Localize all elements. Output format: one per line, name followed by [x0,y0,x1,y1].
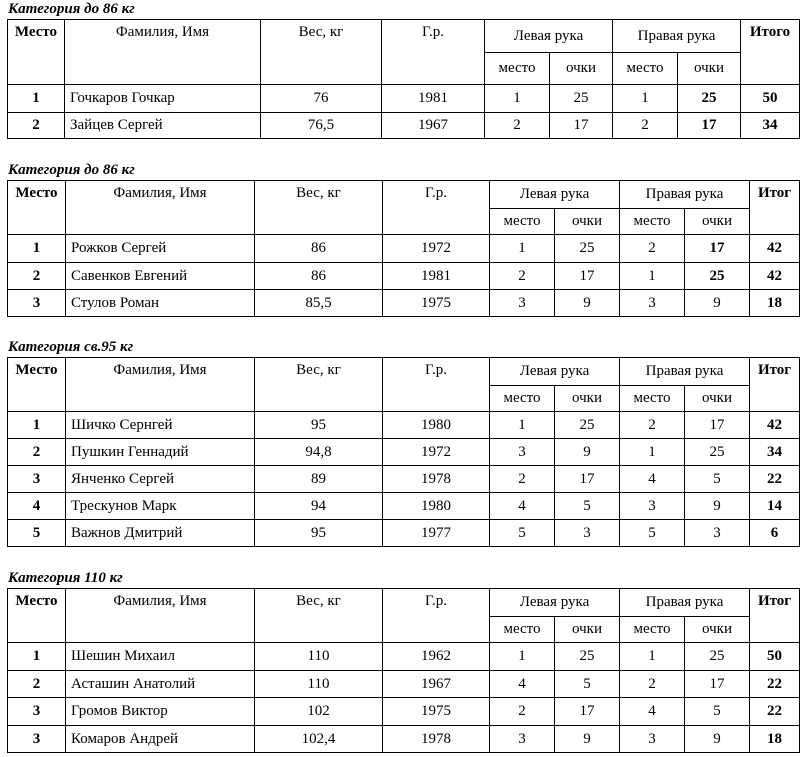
cell-right-place: 3 [620,290,685,317]
cell-name: Шичко Сернгей [66,412,255,439]
cell-right-place: 1 [613,85,678,113]
cell-weight: 102,4 [255,726,383,753]
table-row [8,113,800,139]
header-year: Г.р. [382,20,485,85]
header-left-hand: Левая рука [485,20,613,53]
cell-year: 1975 [383,698,490,726]
header-left-place: место [490,617,555,643]
cell-year: 1962 [383,643,490,671]
cell-right-place: 2 [613,113,678,139]
cell-right-points: 17 [685,671,750,698]
header-place: Место [8,358,66,412]
header-right-points: очки [678,53,741,85]
cell-right-points: 9 [685,290,750,317]
cell-right-points: 25 [685,439,750,466]
cell-place: 4 [8,493,66,520]
header-total: Итог [750,358,800,412]
cell-place: 2 [8,439,66,466]
header-total: Итог [750,589,800,643]
cell-year: 1972 [383,235,490,263]
cell-left-points: 17 [555,698,620,726]
table-row [8,698,800,726]
category-title: Категория 110 кг [8,570,123,586]
cell-place: 3 [8,698,66,726]
header-left-points: очки [555,386,620,412]
header-left-place: место [490,209,555,235]
cell-right-place: 5 [620,520,685,547]
cell-right-points: 17 [685,235,750,263]
cell-total: 42 [750,235,800,263]
header-right-place: место [620,617,685,643]
cell-right-points: 9 [685,493,750,520]
cell-year: 1967 [382,113,485,139]
cell-weight: 85,5 [255,290,383,317]
cell-year: 1967 [383,671,490,698]
cell-year: 1975 [383,290,490,317]
table-row [8,439,800,466]
cell-right-points: 17 [685,412,750,439]
cell-left-points: 25 [555,643,620,671]
cell-left-place: 3 [490,290,555,317]
header-left-points: очки [555,209,620,235]
table-row [8,85,800,113]
results-table [7,180,800,317]
cell-total: 42 [750,263,800,290]
table-row [8,263,800,290]
cell-right-place: 2 [620,412,685,439]
cell-weight: 86 [255,235,383,263]
header-place: Место [8,589,66,643]
cell-right-place: 1 [620,263,685,290]
cell-place: 1 [8,643,66,671]
cell-right-points: 25 [678,85,741,113]
header-year: Г.р. [383,181,490,235]
cell-left-points: 5 [555,493,620,520]
cell-right-place: 1 [620,439,685,466]
cell-left-place: 1 [490,643,555,671]
cell-left-place: 1 [485,85,550,113]
cell-left-points: 9 [555,439,620,466]
results-table [7,19,800,139]
cell-name: Пушкин Геннадий [66,439,255,466]
cell-left-points: 9 [555,290,620,317]
cell-name: Стулов Роман [66,290,255,317]
cell-right-points: 17 [678,113,741,139]
cell-name: Зайцев Сергей [65,113,261,139]
cell-left-place: 1 [490,235,555,263]
header-place: Место [8,20,65,85]
header-left-hand: Левая рука [490,358,620,386]
cell-name: Шешин Михаил [66,643,255,671]
cell-left-points: 17 [555,263,620,290]
cell-left-points: 9 [555,726,620,753]
cell-left-points: 3 [555,520,620,547]
header-name: Фамилия, Имя [66,358,255,412]
table-row [8,726,800,753]
table-row [8,466,800,493]
cell-weight: 94 [255,493,383,520]
cell-weight: 110 [255,643,383,671]
cell-weight: 95 [255,412,383,439]
category-title: Категория до 86 кг [8,162,135,178]
cell-name: Громов Виктор [66,698,255,726]
cell-left-place: 3 [490,439,555,466]
cell-left-points: 17 [555,466,620,493]
cell-year: 1981 [383,263,490,290]
cell-left-points: 25 [555,235,620,263]
cell-place: 3 [8,466,66,493]
cell-weight: 76 [261,85,382,113]
cell-weight: 86 [255,263,383,290]
header-weight: Вес, кг [255,358,383,412]
header-right-points: очки [685,209,750,235]
cell-total: 22 [750,466,800,493]
header-year: Г.р. [383,358,490,412]
header-right-hand: Правая рука [620,358,750,386]
header-right-points: очки [685,617,750,643]
header-left-hand: Левая рука [490,589,620,617]
cell-place: 3 [8,290,66,317]
cell-weight: 94,8 [255,439,383,466]
header-name: Фамилия, Имя [65,20,261,85]
cell-right-place: 3 [620,493,685,520]
cell-right-place: 2 [620,235,685,263]
cell-right-place: 2 [620,671,685,698]
cell-left-place: 4 [490,671,555,698]
cell-right-place: 4 [620,698,685,726]
cell-left-place: 2 [490,263,555,290]
cell-left-place: 4 [490,493,555,520]
header-weight: Вес, кг [261,20,382,85]
cell-left-place: 2 [490,698,555,726]
cell-name: Гочкаров Гочкар [65,85,261,113]
cell-left-place: 2 [490,466,555,493]
cell-total: 50 [750,643,800,671]
cell-place: 2 [8,113,65,139]
cell-name: Савенков Евгений [66,263,255,290]
header-right-place: место [620,209,685,235]
cell-total: 14 [750,493,800,520]
header-left-place: место [490,386,555,412]
header-total: Итого [741,20,800,85]
cell-name: Рожков Сергей [66,235,255,263]
cell-right-place: 3 [620,726,685,753]
cell-name: Асташин Анатолий [66,671,255,698]
cell-name: Трескунов Марк [66,493,255,520]
cell-right-place: 4 [620,466,685,493]
cell-place: 2 [8,671,66,698]
cell-place: 2 [8,263,66,290]
cell-total: 18 [750,290,800,317]
cell-year: 1980 [383,412,490,439]
cell-right-points: 25 [685,643,750,671]
cell-name: Янченко Сергей [66,466,255,493]
cell-place: 5 [8,520,66,547]
results-table [7,357,800,547]
header-right-hand: Правая рука [620,181,750,209]
cell-weight: 102 [255,698,383,726]
header-left-hand: Левая рука [490,181,620,209]
header-place: Место [8,181,66,235]
header-weight: Вес, кг [255,181,383,235]
table-row [8,290,800,317]
header-right-place: место [613,53,678,85]
cell-total: 22 [750,698,800,726]
header-right-place: место [620,386,685,412]
header-left-place: место [485,53,550,85]
header-year: Г.р. [383,589,490,643]
header-left-points: очки [555,617,620,643]
cell-weight: 110 [255,671,383,698]
table-row [8,235,800,263]
cell-year: 1977 [383,520,490,547]
cell-right-points: 5 [685,698,750,726]
cell-weight: 76,5 [261,113,382,139]
cell-right-points: 9 [685,726,750,753]
cell-year: 1978 [383,726,490,753]
cell-place: 1 [8,235,66,263]
cell-total: 50 [741,85,800,113]
header-name: Фамилия, Имя [66,181,255,235]
cell-year: 1972 [383,439,490,466]
cell-name: Комаров Андрей [66,726,255,753]
cell-right-points: 25 [685,263,750,290]
cell-total: 22 [750,671,800,698]
cell-total: 18 [750,726,800,753]
cell-left-points: 17 [550,113,613,139]
table-row [8,520,800,547]
cell-place: 1 [8,412,66,439]
cell-total: 42 [750,412,800,439]
cell-name: Важнов Дмитрий [66,520,255,547]
cell-year: 1980 [383,493,490,520]
cell-right-points: 5 [685,466,750,493]
category-title: Категория св.95 кг [8,339,134,355]
cell-left-place: 3 [490,726,555,753]
table-row [8,412,800,439]
cell-left-points: 25 [550,85,613,113]
cell-total: 34 [750,439,800,466]
table-row [8,493,800,520]
results-table [7,588,800,753]
cell-total: 6 [750,520,800,547]
cell-right-place: 1 [620,643,685,671]
header-weight: Вес, кг [255,589,383,643]
cell-left-place: 5 [490,520,555,547]
cell-left-place: 1 [490,412,555,439]
cell-weight: 95 [255,520,383,547]
header-right-hand: Правая рука [613,20,741,53]
cell-year: 1978 [383,466,490,493]
table-row [8,671,800,698]
cell-left-place: 2 [485,113,550,139]
cell-total: 34 [741,113,800,139]
header-right-hand: Правая рука [620,589,750,617]
cell-year: 1981 [382,85,485,113]
header-right-points: очки [685,386,750,412]
cell-right-points: 3 [685,520,750,547]
cell-left-points: 25 [555,412,620,439]
table-row [8,643,800,671]
header-total: Итог [750,181,800,235]
header-left-points: очки [550,53,613,85]
category-title: Категория до 86 кг [8,1,135,17]
cell-weight: 89 [255,466,383,493]
cell-place: 1 [8,85,65,113]
cell-left-points: 5 [555,671,620,698]
header-name: Фамилия, Имя [66,589,255,643]
cell-place: 3 [8,726,66,753]
